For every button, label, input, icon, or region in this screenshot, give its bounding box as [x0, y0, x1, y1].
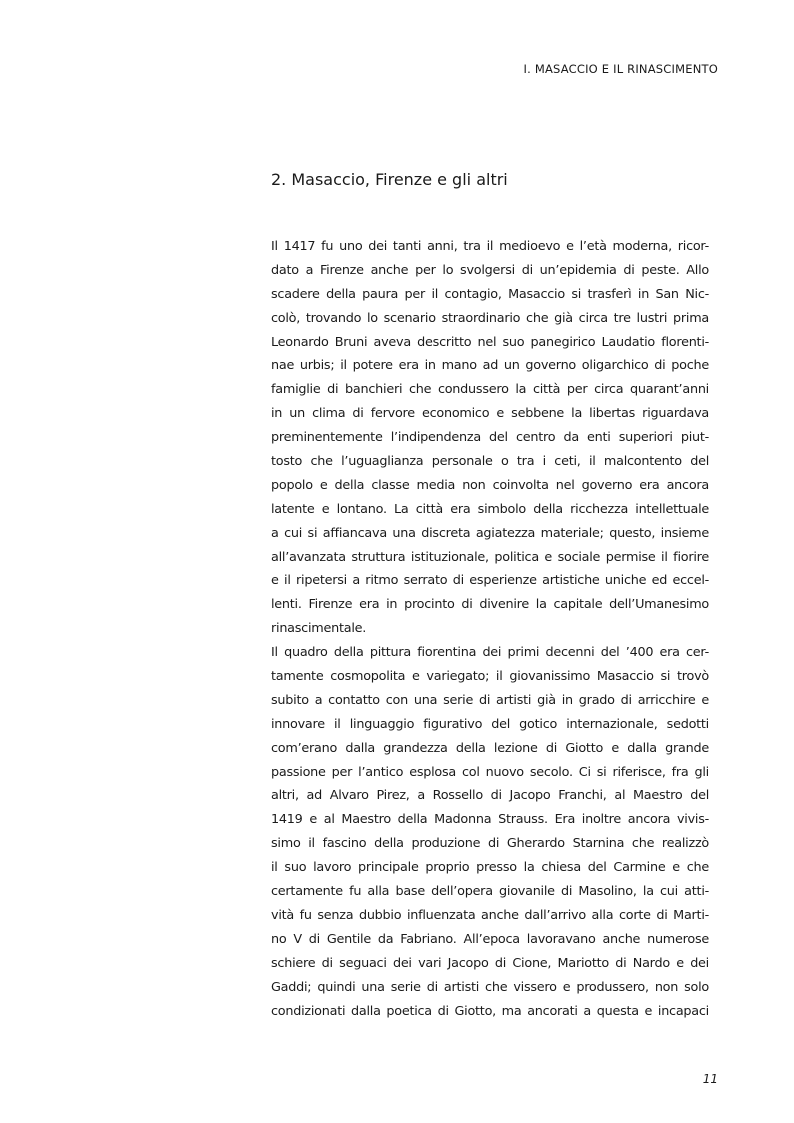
- body-line: il suo lavoro principale proprio presso la chiesa del Carmine e che: [271, 860, 709, 876]
- body-line: tosto che l’uguaglianza personale o tra i ceti, il malcontento del: [271, 454, 709, 470]
- body-line: dato a Firenze anche per lo svolgersi di un’epidemia di peste. Allo: [271, 262, 709, 278]
- body-line: preminentemente l’indipendenza del centro da enti superiori piut-: [271, 430, 709, 446]
- body-line: in un clima di fervore economico e sebbene la libertas riguardava: [271, 406, 709, 422]
- body-line: famiglie di banchieri che condussero la città per circa quarant’anni: [271, 382, 709, 398]
- body-line: passione per l’antico esplosa col nuovo secolo. Ci si riferisce, fra gli: [271, 764, 709, 780]
- body-line: 1419 e al Maestro della Madonna Strauss. Era inoltre ancora vivis-: [271, 812, 709, 828]
- body-line: latente e lontano. La città era simbolo della ricchezza intellettuale: [271, 501, 709, 517]
- body-line: Il 1417 fu uno dei tanti anni, tra il medioevo e l’età moderna, ricor-: [271, 239, 709, 254]
- body-line: Gaddi; quindi una serie di artisti che vissero e produssero, non solo: [271, 979, 709, 995]
- body-line: vità fu senza dubbio influenzata anche dall’arrivo alla corte di Marti-: [271, 907, 709, 923]
- body-line: scadere della paura per il contagio, Masaccio si trasferì in San Nic-: [271, 286, 709, 302]
- body-line: nae urbis; il potere era in mano ad un governo oligarchico di poche: [271, 358, 709, 374]
- body-text: [271, 235, 709, 1023]
- body-line: rinascimentale.: [271, 621, 367, 637]
- body-line: com’erano dalla grandezza della lezione di Giotto e dalla grande: [271, 740, 709, 756]
- body-line: a cui si affiancava una discreta agiatezza materiale; questo, insieme: [271, 525, 709, 541]
- body-line: Leonardo Bruni aveva descritto nel suo panegirico Laudatio florenti-: [271, 334, 709, 350]
- running-header: I. MASACCIO E IL RINASCIMENTO: [523, 62, 718, 76]
- body-line: altri, ad Alvaro Pirez, a Rossello di Jacopo Franchi, al Maestro del: [271, 788, 709, 804]
- body-line: all’avanzata struttura istituzionale, politica e sociale permise il fiorire: [271, 549, 709, 565]
- body-line: innovare il linguaggio figurativo del gotico internazionale, sedotti: [271, 716, 709, 732]
- body-line: colò, trovando lo scenario straordinario che già circa tre lustri prima: [271, 310, 709, 326]
- body-line: simo il fascino della produzione di Gherardo Starnina che realizzò: [271, 836, 709, 852]
- body-line: lenti. Firenze era in procinto di divenire la capitale dell’Umanesimo: [271, 597, 709, 613]
- body-line: subito a contatto con una serie di artisti già in grado di arricchire e: [271, 692, 709, 708]
- body-line: schiere di seguaci dei vari Jacopo di Cione, Mariotto di Nardo e dei: [271, 955, 709, 971]
- body-line: popolo e della classe media non coinvolta nel governo era ancora: [271, 477, 709, 493]
- page-number: 11: [702, 1072, 718, 1086]
- body-line: certamente fu alla base dell’opera giovanile di Masolino, la cui atti-: [271, 884, 709, 900]
- body-line: no V di Gentile da Fabriano. All’epoca lavoravano anche numerose: [271, 931, 709, 947]
- section-title: 2. Masaccio, Firenze e gli altri: [271, 170, 508, 189]
- body-line: e il ripetersi a ritmo serrato di esperienze artistiche uniche ed eccel-: [271, 573, 709, 589]
- body-line: condizionati dalla poetica di Giotto, ma ancorati a questa e incapaci: [271, 1003, 709, 1019]
- body-line: tamente cosmopolita e variegato; il giovanissimo Masaccio si trovò: [271, 669, 709, 685]
- body-line: Il quadro della pittura fiorentina dei primi decenni del ’400 era cer-: [271, 645, 709, 661]
